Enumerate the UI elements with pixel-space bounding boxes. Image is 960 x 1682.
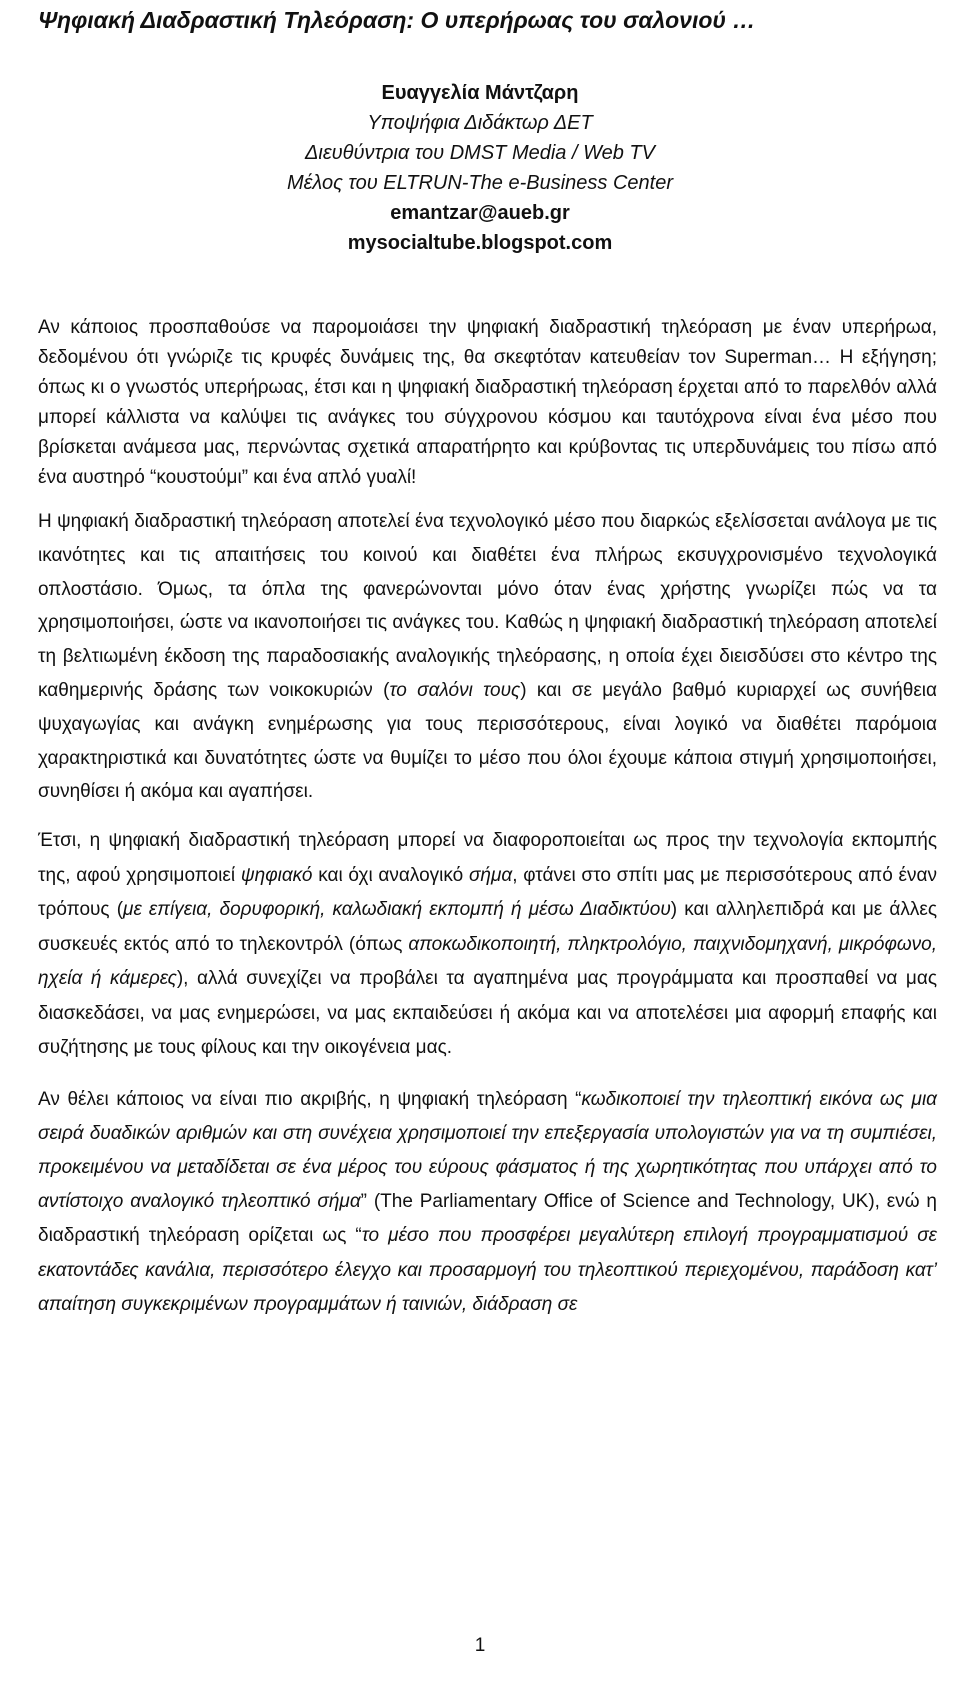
paragraph-text: ), αλλά συνεχίζει να προβάλει τα αγαπημένα μας προγράμματα και προσπαθεί να μας διασκεδάσει, να μας ενημερώσει, να μας εκπαιδεύσει ή ακόμα και να αποτελέσει μια αφορμή επαφής και συζήτησης με τους φίλους και την οικογένεια μας. — [38, 968, 937, 1059]
author-block — [0, 78, 960, 258]
paragraph — [38, 505, 937, 809]
article-body — [38, 313, 937, 1322]
paragraph-emphasis: σήμα — [468, 864, 513, 886]
paragraph-text: Έτσι, η ψηφιακή διαδραστική τηλεόραση μπορεί να διαφοροποιείται ως προς την τεχνολογία εκπομπής της, αφού χρησιμοποιεί — [38, 830, 937, 886]
paragraph-text: Αν κάποιος προσπαθούσε να παρομοιάσει την ψηφιακή διαδραστική τηλεόραση με έναν υπερήρωα, δεδομένου ότι γνώριζε τις κρυφές δυνάμεις της, θα σκεφτόταν κατευθείαν τον Superman… Η εξήγηση; όπως κι ο γνωστός υπερήρωας, έτσι και η ψηφιακή διαδραστική τηλεόραση έρχεται από το παρελθόν αλλά μπορεί κάλλιστα να καλύψει τις ανάγκες του σύγχρονου κόσμου και ταυτόχρονα είναι ένα μέσο που βρίσκεται ανάμεσα μας, περνώντας σχετικά απαρατήρητο και κρύβοντας τις υπερδυνάμεις του πίσω από ένα αυστηρό “κουστούμι” και ένα απλό γυαλί! — [38, 317, 937, 488]
author-role: Υποψήφια Διδάκτωρ ΔΕΤ — [367, 112, 593, 134]
author-email[interactable]: emantzar@aueb.gr — [390, 202, 570, 224]
paragraph-emphasis: αποκωδικοποιητή, πληκτρολόγιο, παιχνιδομηχανή, μικρόφωνο, ηχεία ή κάμερες — [38, 933, 937, 990]
paragraph — [38, 824, 937, 1066]
paragraph — [38, 313, 937, 493]
author-name: Ευαγγελία Μάντζαρη — [381, 82, 579, 104]
paragraph-text: ) και σε μεγάλο βαθμό κυριαρχεί ως συνήθεια ψυχαγωγίας και ανάγκη ενημέρωσης για τους περισσότερους, είναι λογικό να διαθέτει παρόμοια χαρακτηριστικά και δυνατότητες ώστε να θυμίζει το μέσο που όλοι έχουμε κάποια στιγμή χρησιμοποιήσει, συνηθίσει ή ακόμα και αγαπήσει. — [38, 679, 937, 803]
paragraph-text: ) και αλληλεπιδρά και με άλλες συσκευές εκτός από το τηλεκοντρόλ (όπως — [38, 899, 937, 955]
author-role: Μέλος του ELTRUN-The e-Business Center — [286, 172, 673, 194]
paragraph-text: Η ψηφιακή διαδραστική τηλεόραση αποτελεί ένα τεχνολογικό μέσο που διαρκώς εξελίσσεται ανάλογα με τις ικανότητες και τις απαιτήσεις του κοινού και διαθέτει ένα πλήρως εκσυγχρονισμένο τεχνολογικά οπλοστάσιο. Όμως, τα όπλα της φανερώνονται μόνο όταν ένας χρήστης γνωρίζει πώς να τα χρησιμοποιήσει, ώστε να ικανοποιήσει τις ανάγκες του. Καθώς η ψηφιακή διαδραστική τηλεόραση αποτελεί τη βελτιωμένη έκδοση της παραδοσιακής αναλογικής τηλεόρασης, η οποία έχει διεισδύσει στο κέντρο της καθημερινής δράσης των νοικοκυριών ( — [38, 511, 937, 701]
paragraph-emphasis: το σαλόνι τους — [389, 679, 521, 701]
paragraph-text: και όχι αναλογικό — [312, 864, 469, 886]
paragraph — [38, 1083, 937, 1322]
author-website[interactable]: mysocialtube.blogspot.com — [347, 232, 613, 254]
author-role: Διευθύντρια του DMST Media / Web TV — [305, 142, 655, 164]
paragraph-text: ” (The Parliamentary Office of Science and Technology, UK), ενώ η διαδραστική τηλεόραση ορίζεται ως “ — [38, 1191, 937, 1247]
paragraph-text: Αν θέλει κάποιος να είναι πιο ακριβής, η ψηφιακή τηλεόραση “ — [38, 1088, 582, 1110]
page-number: 1 — [474, 1635, 486, 1656]
document-title: Ψηφιακή Διαδραστική Τηλεόραση: Ο υπερήρωας του σαλονιού … — [38, 7, 756, 33]
paragraph-emphasis: ψηφιακό — [240, 864, 313, 886]
paragraph-emphasis: με επίγεια, δορυφορική, καλωδιακή εκπομπή ή μέσω Διαδικτύου — [123, 899, 671, 921]
paragraph-emphasis: κωδικοποιεί την τηλεοπτική εικόνα ως μια σειρά δυαδικών αριθμών και στη συνέχεια χρησιμοποιεί την επεξεργασία υπολογιστών για να τη συμπιέσει, προκειμένου να μεταδίδεται σε ένα μέρος του εύρους φάσματος ή της χωρητικότητας που υπάρχει από το αντίστοιχο αναλογικό τηλεοπτικό σήμα — [38, 1088, 938, 1213]
paragraph-text: , φτάνει στο σπίτι μας με περισσότερους από έναν τρόπους ( — [38, 864, 937, 921]
paragraph-emphasis: το μέσο που προσφέρει μεγαλύτερη επιλογή προγραμματισμού σε εκατοντάδες κανάλια, περισσότερο έλεγχο και προσαρμογή του τηλεοπτικού περιεχομένου, παράδοση κατ’ απαίτηση συγκεκριμένων προγραμμάτων ή ταινιών, διάδραση σε — [38, 1225, 937, 1315]
